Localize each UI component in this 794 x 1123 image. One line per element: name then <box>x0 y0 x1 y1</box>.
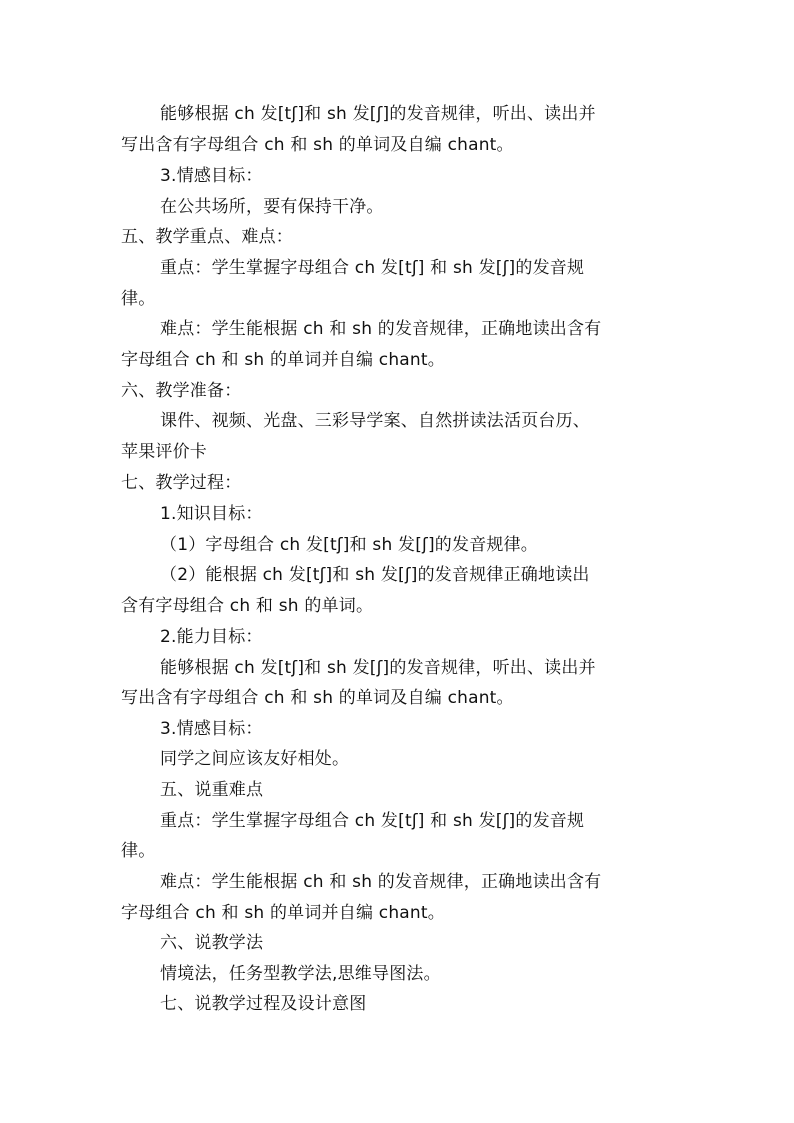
section-heading: 五、说重难点 <box>160 780 264 800</box>
text-line: 苹果评价卡 <box>121 442 207 462</box>
text-line: 同学之间应该友好相处。 <box>160 749 350 769</box>
text-line: 律。 <box>121 841 156 861</box>
text-line: 课件、视频、光盘、三彩导学案、自然拼读法活页台历、 <box>160 411 590 431</box>
section-heading: 1.知识目标： <box>160 504 263 524</box>
text-line: 字母组合 ch 和 sh 的单词并自编 chant。 <box>121 350 445 370</box>
text-line: 字母组合 ch 和 sh 的单词并自编 chant。 <box>121 903 445 923</box>
text-line: 写出含有字母组合 ch 和 sh 的单词及自编 chant。 <box>121 135 514 155</box>
text-line: 律。 <box>121 289 156 309</box>
text-line: 在公共场所，要有保持干净。 <box>160 197 384 217</box>
section-heading: 六、教学准备： <box>121 381 242 401</box>
text-line: 能够根据 ch 发[tʃ]和 sh 发[ʃ]的发音规律，听出、读出并 <box>160 104 596 124</box>
section-heading: 六、说教学法 <box>160 933 264 953</box>
section-heading: 七、教学过程： <box>121 473 242 493</box>
section-heading: 五、教学重点、难点： <box>121 227 293 247</box>
section-heading: 2.能力目标： <box>160 627 263 647</box>
text-line: 情境法，任务型教学法,思维导图法。 <box>160 964 441 984</box>
text-line: 重点：学生掌握字母组合 ch 发[tʃ] 和 sh 发[ʃ]的发音规 <box>160 258 585 278</box>
text-line: 含有字母组合 ch 和 sh 的单词。 <box>121 596 374 616</box>
text-line: 重点：学生掌握字母组合 ch 发[tʃ] 和 sh 发[ʃ]的发音规 <box>160 811 585 831</box>
text-line: 难点：学生能根据 ch 和 sh 的发音规律，正确地读出含有 <box>160 872 602 892</box>
text-line: （1）字母组合 ch 发[tʃ]和 sh 发[ʃ]的发音规律。 <box>160 535 538 555</box>
section-heading: 3.情感目标： <box>160 719 263 739</box>
text-line: 写出含有字母组合 ch 和 sh 的单词及自编 chant。 <box>121 688 514 708</box>
section-heading: 七、说教学过程及设计意图 <box>160 994 367 1014</box>
text-line: 难点：学生能根据 ch 和 sh 的发音规律，正确地读出含有 <box>160 319 602 339</box>
text-line: （2）能根据 ch 发[tʃ]和 sh 发[ʃ]的发音规律正确地读出 <box>160 565 590 585</box>
section-heading: 3.情感目标： <box>160 166 263 186</box>
text-line: 能够根据 ch 发[tʃ]和 sh 发[ʃ]的发音规律，听出、读出并 <box>160 658 596 678</box>
